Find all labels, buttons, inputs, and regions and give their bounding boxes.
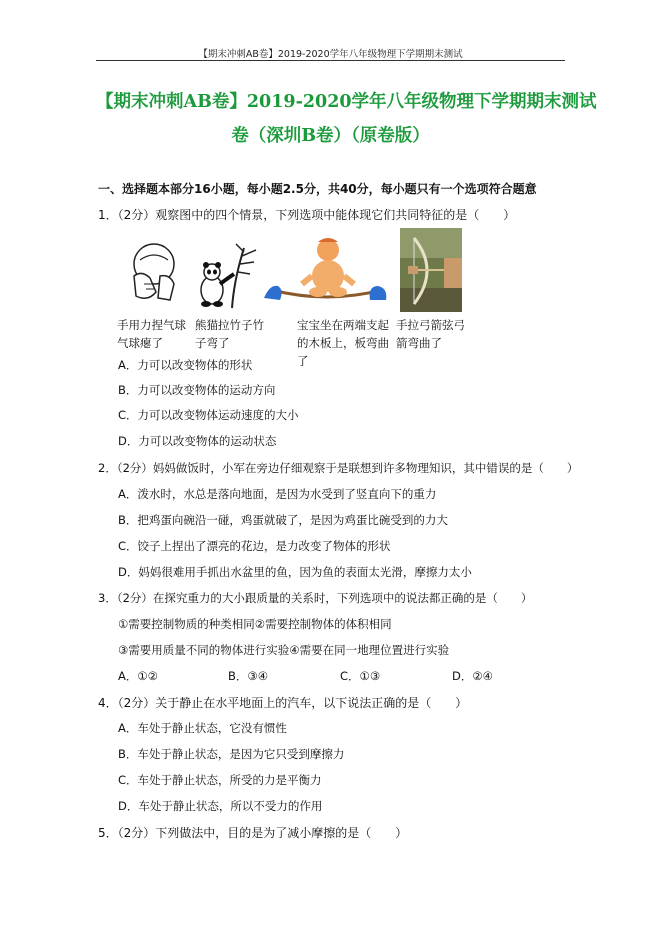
question-4-stem: 4．（2分）关于静止在水平地面上的汽车，以下说法正确的是（ ） [98,696,468,710]
question-3-option-a[interactable]: A．①② [118,669,158,683]
question-4-option-c[interactable]: C．车处于静止状态，所受的力是平衡力 [118,773,322,787]
question-1-option-b[interactable]: B．力可以改变物体的运动方向 [118,383,276,397]
question-3-stem: 3．（2分）在探究重力的大小跟质量的关系时，下列选项中的说法都正确的是（ ） [98,591,533,605]
caption-panda: 熊猫拉竹子竹子弯了 [195,318,264,350]
question-2-stem: 2．（2分）妈妈做饭时，小军在旁边仔细观察于是联想到许多物理知识，其中错误的是（ ） [98,461,579,475]
caption-balloon: 手用力捏气球气球瘪了 [117,318,186,350]
panda-bamboo-image [196,240,266,310]
section-heading: 一、选择题本部分16小题，每小题2.5分，共40分，每小题只有一个选项符合题意 [98,182,537,196]
question-2-option-a[interactable]: A．泼水时，水总是落向地面，是因为水受到了竖直向下的重力 [118,487,437,501]
archer-bow-image [400,228,462,312]
question-3-option-c[interactable]: C．①③ [340,669,381,683]
question-1-option-d[interactable]: D．力可以改变物体的运动状态 [118,434,277,448]
question-1-option-c[interactable]: C．力可以改变物体运动速度的大小 [118,408,299,422]
question-4-option-a[interactable]: A．车处于静止状态，它没有惯性 [118,721,287,735]
document-title-line-2: 卷（深圳B卷）（原卷版） [231,126,430,146]
header-divider [96,60,565,61]
question-5-stem: 5．（2分）下列做法中，目的是为了减小摩擦的是（ ） [98,826,408,840]
page-header: 【期末冲刺AB卷】2019-2020学年八年级物理下学期期末测试 [198,49,463,60]
question-3-statement-line-2: ③需要用质量不同的物体进行实验④需要在同一地理位置进行实验 [118,643,450,657]
question-2-option-d[interactable]: D．妈妈很难用手抓出水盆里的鱼，因为鱼的表面太光滑，摩擦力太小 [118,565,472,579]
question-4-option-b[interactable]: B．车处于静止状态，是因为它只受到摩擦力 [118,747,345,761]
hand-squeezing-balloon-image [120,240,190,310]
question-2-option-c[interactable]: C．饺子上捏出了漂亮的花边，是力改变了物体的形状 [118,539,391,553]
question-3-option-b[interactable]: B．③④ [228,669,269,683]
question-1-stem: 1．（2分）观察图中的四个情景，下列选项中能体现它们共同特征的是（ ） [98,208,516,222]
question-2-option-b[interactable]: B．把鸡蛋向碗沿一碰，鸡蛋就破了，是因为鸡蛋比碗受到的力大 [118,513,448,527]
document-title-line-1: 【期末冲刺AB卷】2019-2020学年八年级物理下学期期末测试 [96,92,597,112]
question-1-option-a[interactable]: A．力可以改变物体的形状 [118,358,253,372]
caption-baby: 宝宝坐在两端支起的木板上，板弯曲了 [297,318,389,368]
baby-on-plank-image [262,232,392,312]
question-3-statement-line-1: ①需要控制物质的种类相同②需要控制物体的体积相同 [118,617,392,631]
question-4-option-d[interactable]: D．车处于静止状态，所以不受力的作用 [118,799,323,813]
question-3-option-d[interactable]: D．②④ [452,669,493,683]
caption-archer: 手拉弓箭弦弓箭弯曲了 [396,318,465,350]
